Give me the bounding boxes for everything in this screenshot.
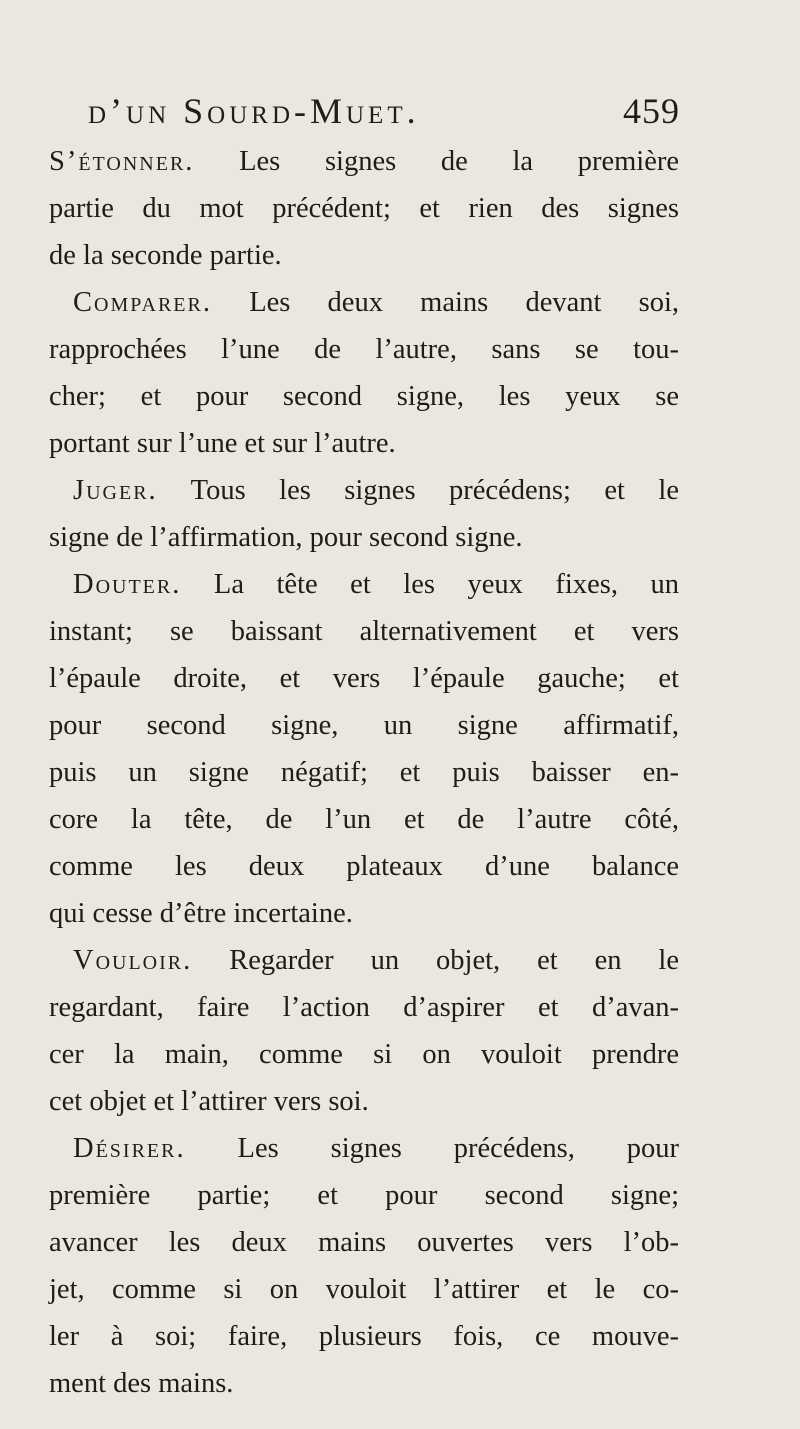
text-line: [49, 1031, 679, 1078]
entry-text: Tous les signes précédens; et le: [157, 475, 679, 506]
text-line: [49, 608, 679, 655]
entry-text: cet objet et l’attirer vers soi.: [49, 1086, 369, 1117]
text-line: [49, 279, 679, 326]
text-line: [49, 1219, 679, 1266]
text-line: [49, 937, 679, 984]
entry-text: jet, comme si on vouloit l’attirer et le co-: [49, 1274, 679, 1305]
text-line: [49, 702, 679, 749]
entry-term: S’étonner.: [49, 146, 195, 177]
entry-text: qui cesse d’être incertaine.: [49, 898, 353, 929]
text-line: [49, 467, 679, 514]
entry-text: Regarder un objet, et en le: [192, 945, 679, 976]
entry-text: ler à soi; faire, plusieurs fois, ce mouve-: [49, 1321, 679, 1352]
entry-text: rapprochées l’une de l’autre, sans se tou-: [49, 334, 679, 365]
text-line: [49, 796, 679, 843]
entry-text: partie du mot précédent; et rien des signes: [49, 193, 679, 224]
entry-text: ment des mains.: [49, 1368, 234, 1399]
entry-text: Les signes de la première: [194, 146, 679, 177]
text-line: [49, 1266, 679, 1313]
entry-text: instant; se baissant alternativement et vers: [49, 616, 679, 647]
entry-text: core la tête, de l’un et de l’autre côté,: [49, 804, 679, 835]
entry-text: portant sur l’une et sur l’autre.: [49, 428, 396, 459]
entry-term: Douter.: [73, 569, 182, 600]
entry-term: Juger.: [73, 475, 158, 506]
text-line: [49, 138, 679, 185]
entry-text: La tête et les yeux fixes, un: [181, 569, 679, 600]
text-line: [49, 1313, 679, 1360]
entry-term: Comparer.: [73, 287, 212, 318]
text-line: [49, 890, 679, 937]
text-line: [49, 843, 679, 890]
text-line: [49, 1125, 679, 1172]
text-line: [49, 185, 679, 232]
entry-text: avancer les deux mains ouvertes vers l’ob-: [49, 1227, 679, 1258]
entry-text: cher; et pour second signe, les yeux se: [49, 381, 679, 412]
text-line: [49, 420, 679, 467]
running-head: [88, 90, 680, 138]
entry-text: Les signes précédens, pour: [185, 1133, 679, 1164]
text-line: [49, 1360, 679, 1407]
entry-text: signe de l’affirmation, pour second signe.: [49, 522, 523, 553]
entry-text: l’épaule droite, et vers l’épaule gauche; et: [49, 663, 679, 694]
text-line: [49, 749, 679, 796]
entry-text: pour second signe, un signe affirmatif,: [49, 710, 679, 741]
text-line: [49, 561, 679, 608]
text-line: [49, 984, 679, 1031]
entry-text: de la seconde partie.: [49, 240, 282, 271]
entry-text: première partie; et pour second signe;: [49, 1180, 679, 1211]
entry-term: Désirer.: [73, 1133, 186, 1164]
page-number: 459: [623, 91, 680, 131]
entry-text: puis un signe négatif; et puis baisser en-: [49, 757, 679, 788]
body-text: [49, 138, 679, 1407]
text-line: [49, 655, 679, 702]
entry-text: regardant, faire l’action d’aspirer et d’avan-: [49, 992, 679, 1023]
entry-text: cer la main, comme si on vouloit prendre: [49, 1039, 679, 1070]
text-line: [49, 373, 679, 420]
text-line: [49, 232, 679, 279]
text-line: [49, 1172, 679, 1219]
text-line: [49, 1078, 679, 1125]
entry-text: comme les deux plateaux d’une balance: [49, 851, 679, 882]
entry-term: Vouloir.: [73, 945, 193, 976]
text-line: [49, 326, 679, 373]
entry-text: Les deux mains devant soi,: [212, 287, 679, 318]
text-line: [49, 514, 679, 561]
running-title: d’un Sourd-Muet.: [88, 91, 420, 131]
